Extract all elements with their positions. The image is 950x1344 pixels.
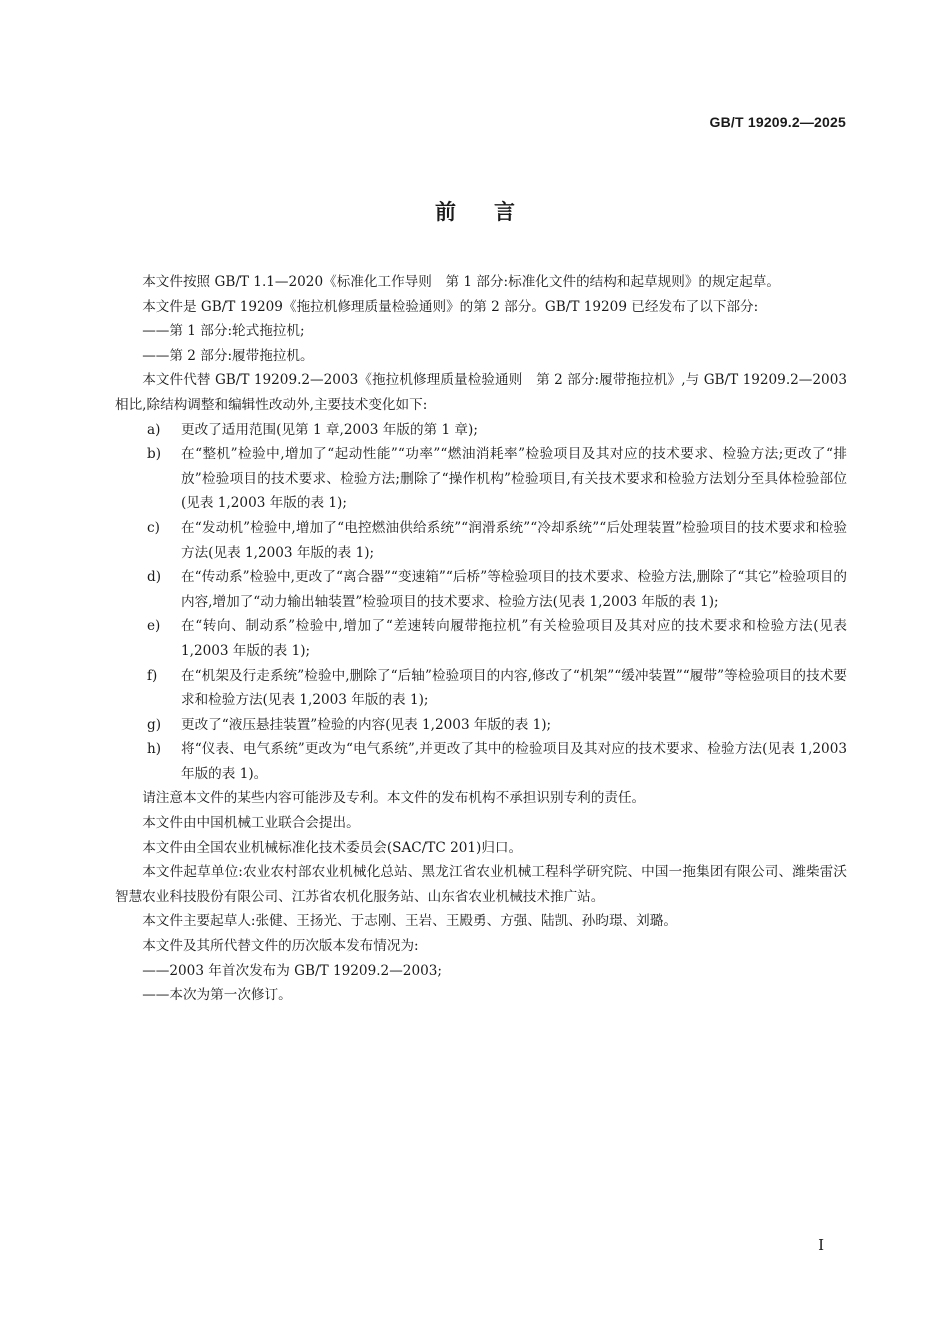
item-text: 在“机架及行走系统”检验中,删除了“后轴”检验项目的内容,修改了“机架”“缓冲装置”“履带”等检验项目的技术要求和检验方法(见表 1,2003 年版的表 1); [181,667,847,709]
part-list-item: ——第 1 部分:轮式拖拉机; [142,323,305,340]
item-text: 更改了适用范围(见第 1 章,2003 年版的第 1 章); [181,421,478,438]
paragraph-replacement: 本文件代替 GB/T 19209.2—2003《拖拉机修理质量检验通则 第 2 部分:履带拖拉机》,与 GB/T 19209.2—2003 相比,除结构调整和编辑性改动外,主要技术变化如下: [115,372,847,413]
change-item [115,442,847,516]
item-text: 在“发动机”检验中,增加了“电控燃油供给系统”“润滑系统”“冷却系统”“后处理装置”检验项目的技术要求和检验方法(见表 1,2003 年版的表 1); [181,519,847,561]
history-list-item: ——2003 年首次发布为 GB/T 19209.2—2003; [142,962,442,979]
item-label: g) [147,716,162,733]
paragraph-drafting-rules: 本文件按照 GB/T 1.1—2020《标准化工作导则 第 1 部分:标准化文件的结构和起草规则》的规定起草。 [142,274,780,290]
item-label: h) [147,741,162,758]
paragraph-committee: 本文件由全国农业机械标准化技术委员会(SAC/TC 201)归口。 [142,839,523,856]
paragraph-patent-notice: 请注意本文件的某些内容可能涉及专利。本文件的发布机构不承担识别专利的责任。 [142,790,646,807]
part-list-item: ——第 2 部分:履带拖拉机。 [142,347,314,364]
change-item [115,516,847,565]
history-list-item: ——本次为第一次修订。 [142,987,292,1004]
standard-code: GB/T 19209.2—2025 [709,114,846,130]
foreword-body [115,270,847,1008]
item-text: 在“传动系”检验中,更改了“离合器”“变速箱”“后桥”等检验项目的技术要求、检验方法,删除了“其它”检验项目的内容,增加了“动力输出轴装置”检验项目的技术要求、检验方法(见表 1,2003 年版的表 1); [181,569,847,610]
page-title: 前言 [435,200,553,224]
change-item [115,664,847,713]
change-item [115,565,847,614]
paragraph-drafting-units: 本文件起草单位:农业农村部农业机械化总站、黑龙江省农业机械工程科学研究院、中国一拖集团有限公司、潍柴雷沃智慧农业科技股份有限公司、江苏省农机化服务站、山东省农业机械技术推广站。 [115,864,847,905]
item-text: 在“转向、制动系”检验中,增加了“差速转向履带拖拉机”有关检验项目及其对应的技术要求和检验方法(见表 1,2003 年版的表 1); [181,618,847,659]
paragraph-series: 本文件是 GB/T 19209《拖拉机修理质量检验通则》的第 2 部分。GB/T 19209 已经发布了以下部分: [142,298,759,315]
item-text: 更改了“液压悬挂装置”检验的内容(见表 1,2003 年版的表 1); [181,716,552,733]
item-text: 将“仪表、电气系统”更改为“电气系统”,并更改了其中的检验项目及其对应的技术要求、检验方法(见表 1,2003 年版的表 1)。 [181,741,847,782]
item-label: f) [147,667,158,684]
item-label: b) [147,446,162,463]
item-text: 在“整机”检验中,增加了“起动性能”“功率”“燃油消耗率”检验项目及其对应的技术要求、检验方法;更改了“排放”检验项目的技术要求、检验方法;删除了“操作机构”检验项目,有关技术要求和检验方法划分至具体检验部位(见表 1,2003 年版的表 1); [181,446,847,512]
paragraph-drafters: 本文件主要起草人:张健、王扬光、于志刚、王岩、王殿勇、方强、陆凯、孙昀璟、刘璐。 [142,913,677,930]
change-item [115,614,847,663]
paragraph-history-intro: 本文件及其所代替文件的历次版本发布情况为: [142,938,419,955]
change-item [115,713,847,738]
item-label: a) [147,421,161,438]
item-label: e) [147,618,161,635]
page-number: I [818,1236,824,1254]
change-item [115,418,847,443]
item-label: c) [147,519,160,536]
change-item [115,737,847,786]
item-label: d) [147,569,162,586]
changes-list [115,418,847,787]
paragraph-proposer: 本文件由中国机械工业联合会提出。 [142,815,360,832]
